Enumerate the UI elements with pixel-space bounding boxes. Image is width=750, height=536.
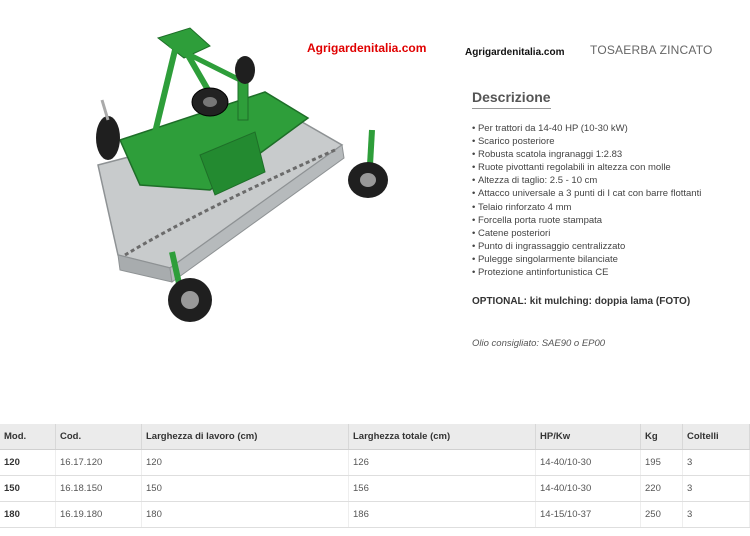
table-cell: 150 <box>0 476 56 502</box>
list-item: • Attacco universale a 3 punti di I cat con barre flottanti <box>472 187 701 200</box>
column-header: Larghezza di lavoro (cm) <box>142 424 349 450</box>
mower-product-image <box>80 20 390 330</box>
table-cell: 220 <box>641 476 683 502</box>
table-cell: 14-15/10-37 <box>536 502 641 528</box>
list-item: • Telaio rinforzato 4 mm <box>472 201 701 214</box>
list-item: • Punto di ingrassaggio centralizzato <box>472 240 701 253</box>
list-item: • Protezione antinfortunistica CE <box>472 266 701 279</box>
table-cell: 16.18.150 <box>56 476 142 502</box>
brand-name: Agrigardenitalia.com <box>465 47 565 58</box>
list-item: • Altezza di taglio: 2.5 - 10 cm <box>472 174 701 187</box>
table-header-row <box>0 424 750 450</box>
column-header: Mod. <box>0 424 56 450</box>
table-cell: 150 <box>142 476 349 502</box>
product-title: TOSAERBA ZINCATO <box>590 43 713 57</box>
list-item: • Ruote pivottanti regolabili in altezza con molle <box>472 161 701 174</box>
table-row <box>0 450 750 476</box>
column-header: Larghezza totale (cm) <box>349 424 536 450</box>
table-cell: 120 <box>0 450 56 476</box>
list-item: • Catene posteriori <box>472 227 701 240</box>
feature-list <box>472 122 701 279</box>
table-cell: 250 <box>641 502 683 528</box>
table-cell: 156 <box>349 476 536 502</box>
table-cell: 186 <box>349 502 536 528</box>
optional-note: OPTIONAL: kit mulching: doppia lama (FOTO) <box>472 296 691 307</box>
list-item: • Pulegge singolarmente bilanciate <box>472 253 701 266</box>
table-cell: 180 <box>142 502 349 528</box>
table-cell: 14-40/10-30 <box>536 476 641 502</box>
table-row <box>0 476 750 502</box>
column-header: Kg <box>641 424 683 450</box>
oil-recommendation: Olio consigliato: SAE90 o EP00 <box>472 338 606 349</box>
table-cell: 14-40/10-30 <box>536 450 641 476</box>
column-header: Cod. <box>56 424 142 450</box>
table-row <box>0 502 750 528</box>
column-header: HP/Kw <box>536 424 641 450</box>
spec-table <box>0 424 750 528</box>
list-item: • Scarico posteriore <box>472 135 701 148</box>
list-item: • Forcella porta ruote stampata <box>472 214 701 227</box>
description-heading: Descrizione <box>472 89 551 109</box>
table-cell: 16.19.180 <box>56 502 142 528</box>
watermark-text: Agrigardenitalia.com <box>307 41 427 55</box>
list-item: • Per trattori da 14-40 HP (10-30 kW) <box>472 122 701 135</box>
table-cell: 16.17.120 <box>56 450 142 476</box>
table-cell: 126 <box>349 450 536 476</box>
table-cell: 3 <box>683 502 750 528</box>
list-item: • Robusta scatola ingranaggi 1:2.83 <box>472 148 701 161</box>
table-cell: 3 <box>683 476 750 502</box>
table-cell: 120 <box>142 450 349 476</box>
table-cell: 3 <box>683 450 750 476</box>
table-cell: 195 <box>641 450 683 476</box>
column-header: Coltelli <box>683 424 750 450</box>
table-cell: 180 <box>0 502 56 528</box>
